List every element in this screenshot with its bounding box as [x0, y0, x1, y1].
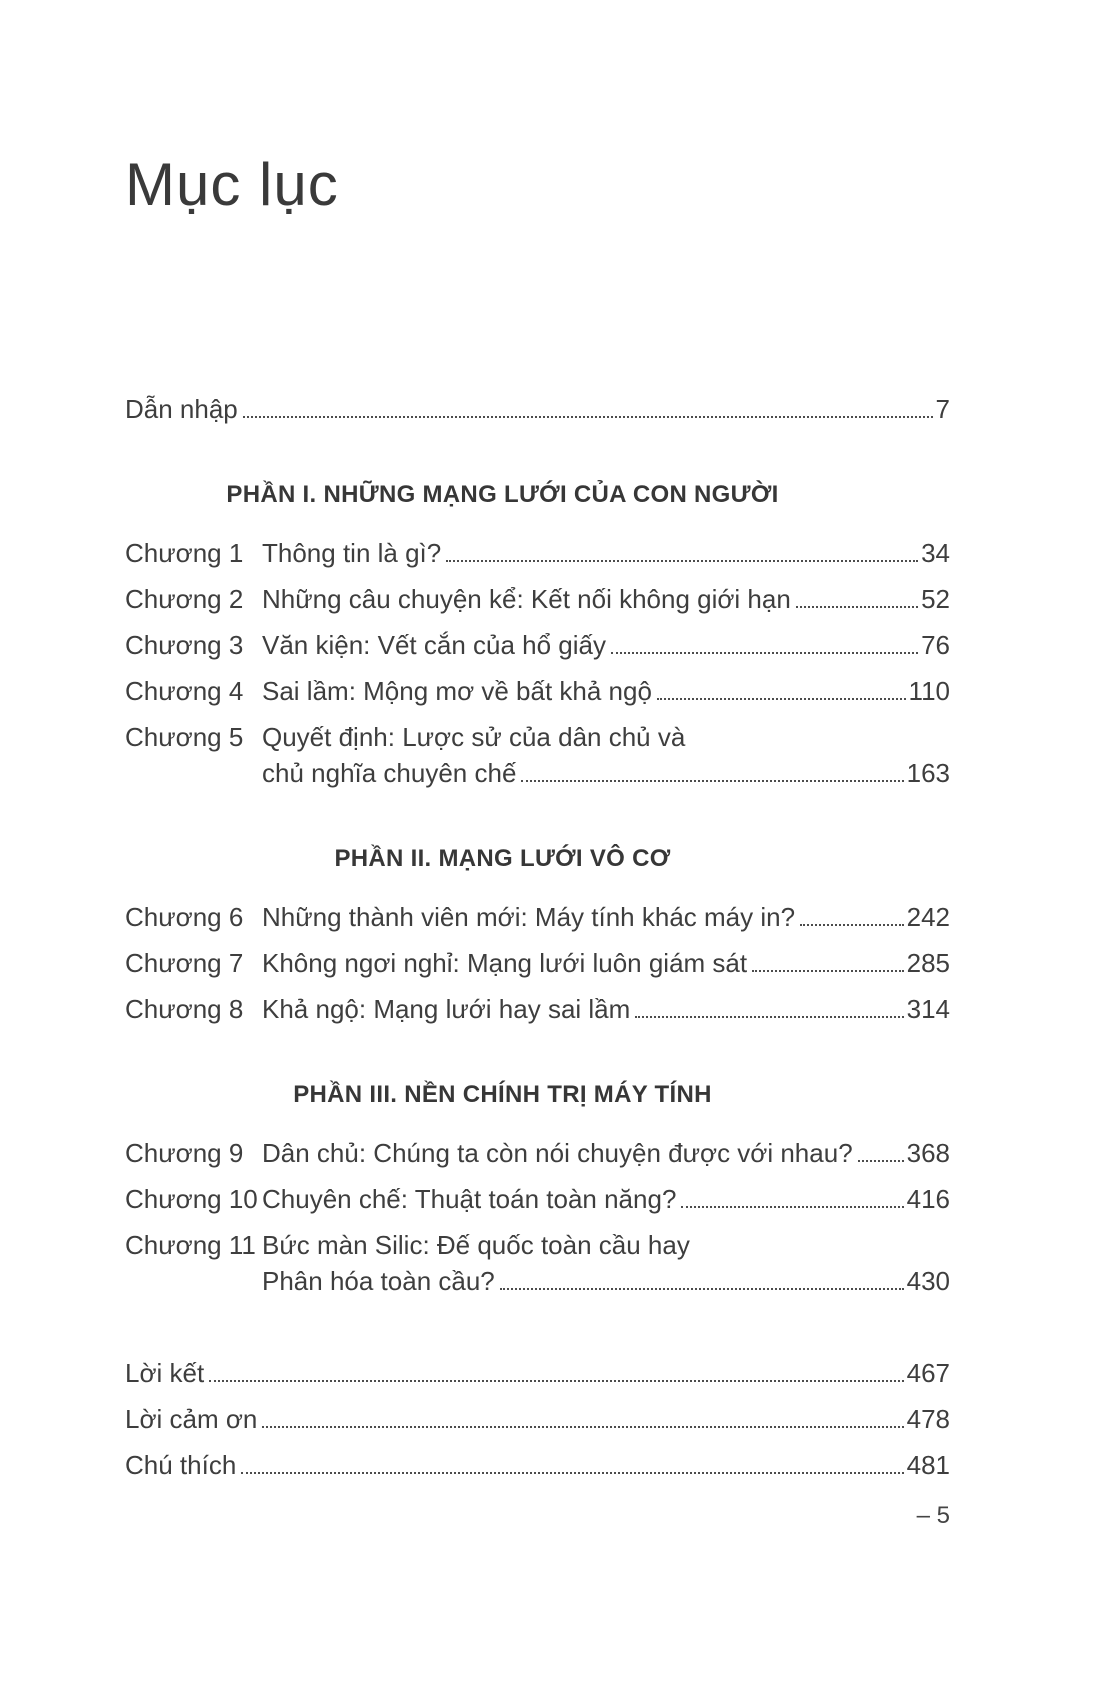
- entry-label: Chú thích: [125, 1450, 237, 1480]
- toc-entry-chapter-3: [125, 627, 950, 663]
- section-part-2: [125, 841, 950, 1027]
- toc-entry-chapter-5: [125, 719, 950, 791]
- chapter-page-number: 110: [908, 676, 950, 706]
- chapter-page-number: 242: [906, 902, 950, 932]
- dot-leader: [657, 698, 906, 700]
- entry-page-number: 478: [906, 1404, 950, 1434]
- dot-leader: [209, 1380, 903, 1382]
- chapter-title-line-1: Quyết định: Lược sử của dân chủ và: [262, 722, 686, 752]
- toc-entry-chapter-2: [125, 581, 950, 617]
- dot-leader: [241, 1472, 903, 1474]
- chapter-page-number: 416: [906, 1184, 950, 1214]
- chapter-title: Sai lầm: Mộng mơ về bất khả ngộ: [262, 676, 652, 706]
- entry-page-number: 7: [935, 394, 950, 424]
- chapter-title: Dân chủ: Chúng ta còn nói chuyện được với nhau?: [262, 1138, 853, 1168]
- chapter-title-line-2: Phân hóa toàn cầu?: [262, 1266, 495, 1296]
- chapter-page-number: 52: [921, 584, 950, 614]
- chapter-page-number: 314: [906, 994, 950, 1024]
- toc-entry-chapter-4: [125, 673, 950, 709]
- dot-leader: [858, 1160, 904, 1162]
- dot-leader: [521, 780, 903, 782]
- entry-page-number: 467: [906, 1358, 950, 1388]
- toc-entry-chapter-9: [125, 1135, 950, 1171]
- chapter-label: Chương 11: [125, 1230, 256, 1260]
- toc-entry-chapter-10: [125, 1181, 950, 1217]
- dot-leader: [446, 560, 918, 562]
- dot-leader: [262, 1426, 903, 1428]
- chapter-page-number: 430: [906, 1266, 950, 1296]
- toc-entry-chapter-11: [125, 1227, 950, 1299]
- entry-page-number: 481: [906, 1450, 950, 1480]
- entry-label: Dẫn nhập: [125, 394, 238, 424]
- dot-leader: [681, 1206, 903, 1208]
- chapter-page-number: 163: [906, 758, 950, 788]
- section-heading: PHẦN II. MẠNG LƯỚI VÔ CƠ: [334, 845, 671, 872]
- chapter-page-number: 34: [921, 538, 950, 568]
- toc-entry-loi-ket: [125, 1355, 950, 1391]
- entry-label: Lời kết: [125, 1358, 205, 1388]
- entry-label: Lời cảm ơn: [125, 1404, 258, 1434]
- chapter-label: Chương 9: [125, 1138, 244, 1168]
- chapter-title: Thông tin là gì?: [262, 538, 442, 568]
- dot-leader: [243, 416, 933, 418]
- front-matter: [125, 391, 950, 427]
- section-part-3: [125, 1077, 950, 1299]
- chapter-title: Không ngơi nghỉ: Mạng lưới luôn giám sát: [262, 948, 748, 978]
- chapter-title: Khả ngộ: Mạng lưới hay sai lầm: [262, 994, 631, 1024]
- folio-page-number: – 5: [916, 1502, 950, 1529]
- chapter-title: Những câu chuyện kể: Kết nối không giới hạn: [262, 584, 791, 614]
- dot-leader: [611, 652, 918, 654]
- chapter-title-line-2: chủ nghĩa chuyên chế: [262, 758, 517, 788]
- chapter-label: Chương 2: [125, 584, 244, 614]
- chapter-page-number: 368: [906, 1138, 950, 1168]
- chapter-label: Chương 10: [125, 1184, 258, 1214]
- toc-entry-loi-cam-on: [125, 1401, 950, 1437]
- toc-entry-dan-nhap: [125, 391, 950, 427]
- dot-leader: [500, 1288, 904, 1290]
- chapter-title: Chuyên chế: Thuật toán toàn năng?: [262, 1184, 677, 1214]
- chapter-label: Chương 8: [125, 994, 244, 1024]
- chapter-title-line-1: Bức màn Silic: Đế quốc toàn cầu hay: [262, 1230, 690, 1260]
- toc-entry-chu-thich: [125, 1447, 950, 1483]
- chapter-title: Những thành viên mới: Máy tính khác máy in?: [262, 902, 796, 932]
- chapter-page-number: 76: [921, 630, 950, 660]
- chapter-page-number: 285: [906, 948, 950, 978]
- section-heading: PHẦN I. NHỮNG MẠNG LƯỚI CỦA CON NGƯỜI: [226, 481, 779, 508]
- dot-leader: [800, 924, 904, 926]
- dot-leader: [752, 970, 903, 972]
- section-part-1: [125, 477, 950, 791]
- page-title: Mục lục: [125, 151, 339, 218]
- chapter-title: Văn kiện: Vết cắn của hổ giấy: [262, 630, 607, 660]
- toc-entry-chapter-1: [125, 535, 950, 571]
- chapter-label: Chương 6: [125, 902, 244, 932]
- section-heading: PHẦN III. NỀN CHÍNH TRỊ MÁY TÍNH: [293, 1081, 712, 1108]
- toc-entry-chapter-6: [125, 899, 950, 935]
- dot-leader: [635, 1016, 903, 1018]
- chapter-label: Chương 7: [125, 948, 244, 978]
- dot-leader: [796, 606, 918, 608]
- toc-entry-chapter-8: [125, 991, 950, 1027]
- chapter-label: Chương 4: [125, 676, 244, 706]
- back-matter: [125, 1355, 950, 1483]
- chapter-label: Chương 1: [125, 538, 244, 568]
- chapter-label: Chương 5: [125, 722, 244, 752]
- chapter-label: Chương 3: [125, 630, 244, 660]
- toc-entry-chapter-7: [125, 945, 950, 981]
